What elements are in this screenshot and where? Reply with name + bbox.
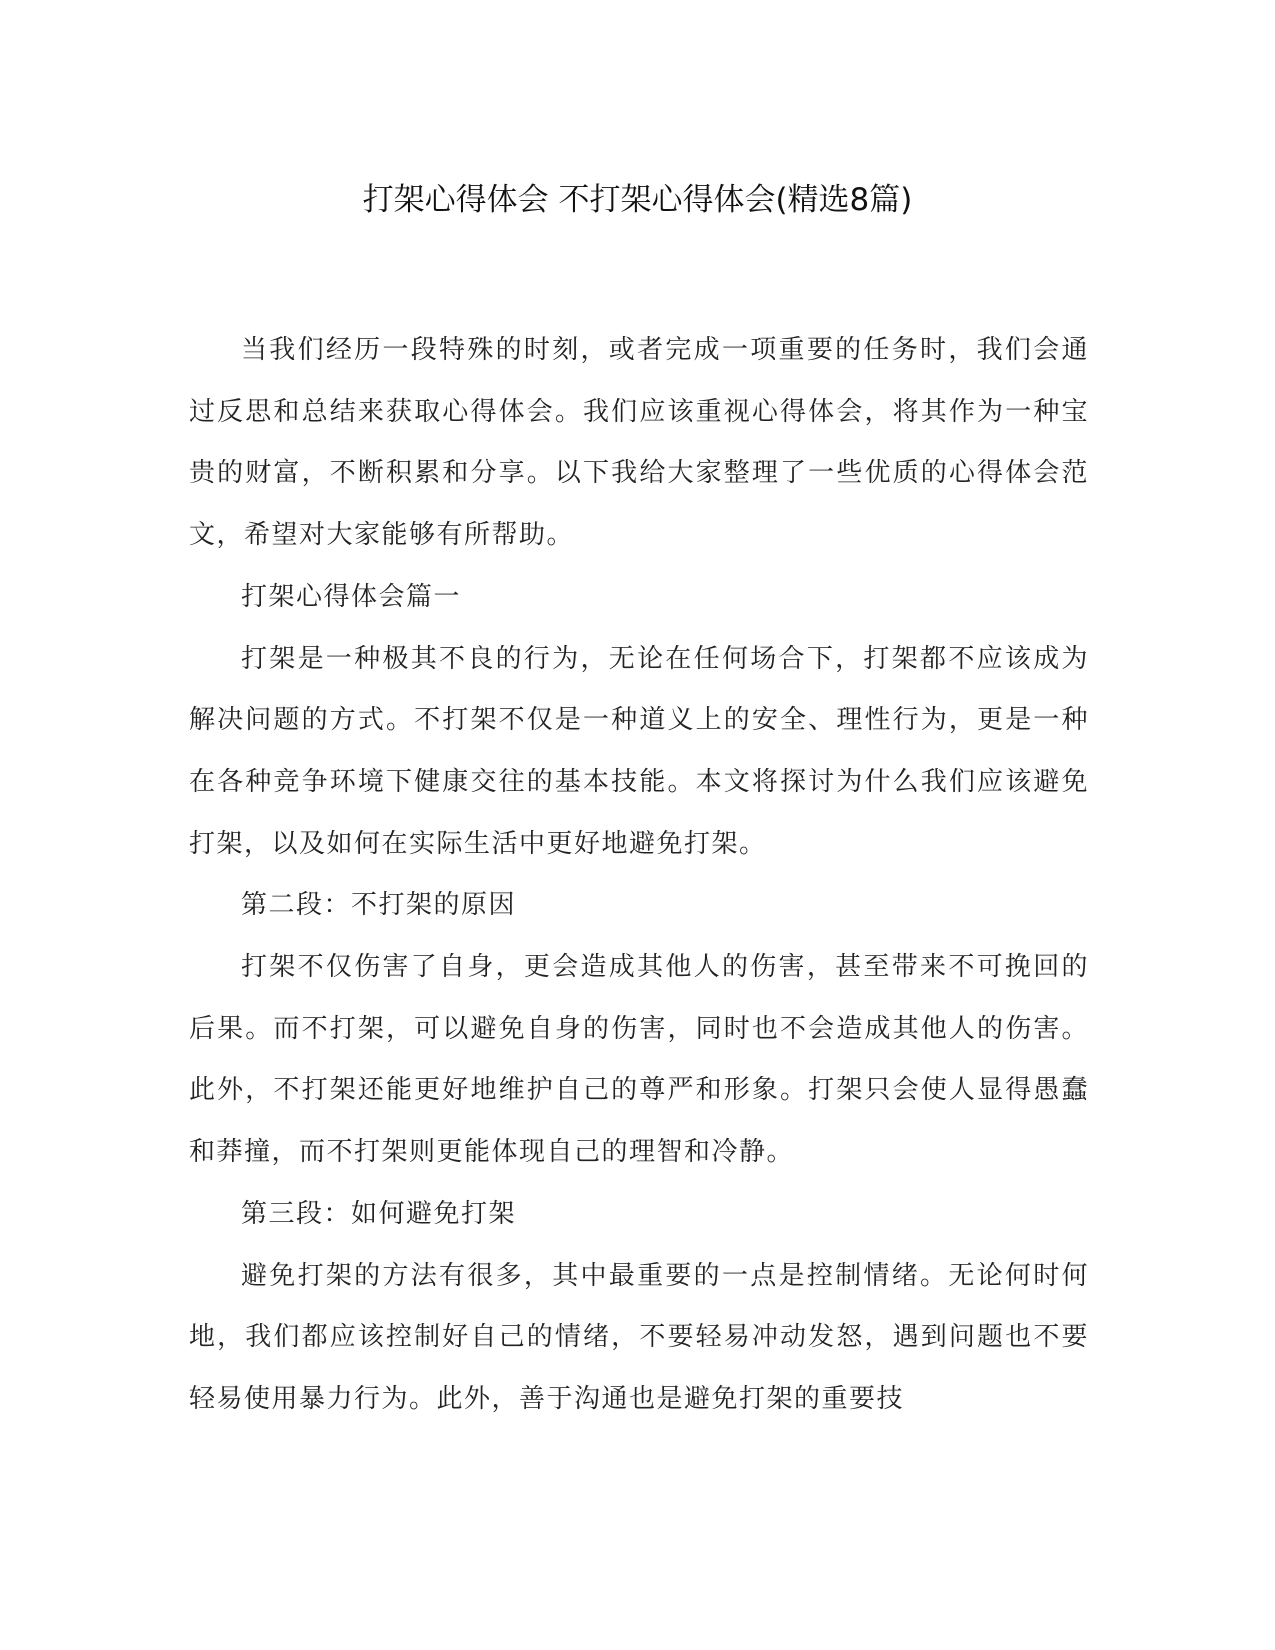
- section-heading-second: 第二段：不打架的原因: [241, 890, 517, 921]
- intro-paragraph: 当我们经历一段特殊的时刻，或者完成一项重要的任务时，我们会通过反思和总结来获取心得体会。我们应该重视心得体会，将其作为一种宝贵的财富，不断积累和分享。以下我给大家整理了一些优质的心得体会范文，希望对大家能够有所帮助。: [189, 335, 1089, 551]
- body-paragraph: 打架是一种极其不良的行为，无论在任何场合下，打架都不应该成为解决问题的方式。不打架不仅是一种道义上的安全、理性行为，更是一种在各种竞争环境下健康交往的基本技能。本文将探讨为什么我们应该避免打架，以及如何在实际生活中更好地避免打架。: [189, 643, 1089, 859]
- document-body: [189, 320, 1089, 1431]
- body-paragraph: 打架不仅伤害了自身，更会造成其他人的伤害，甚至带来不可挽回的后果。而不打架，可以避免自身的伤害，同时也不会造成其他人的伤害。此外，不打架还能更好地维护自己的尊严和形象。打架只会使人显得愚蠢和莽撞，而不打架则更能体现自己的理智和冷静。: [189, 952, 1089, 1168]
- section-heading-part-one: 打架心得体会篇一: [241, 581, 462, 612]
- document-title: 打架心得体会 不打架心得体会(精选8篇): [362, 182, 913, 218]
- section-heading-third: 第三段：如何避免打架: [241, 1198, 517, 1229]
- body-paragraph: 避免打架的方法有很多，其中最重要的一点是控制情绪。无论何时何地，我们都应该控制好自己的情绪，不要轻易冲动发怒，遇到问题也不要轻易使用暴力行为。此外，善于沟通也是避免打架的重要技: [189, 1260, 1089, 1414]
